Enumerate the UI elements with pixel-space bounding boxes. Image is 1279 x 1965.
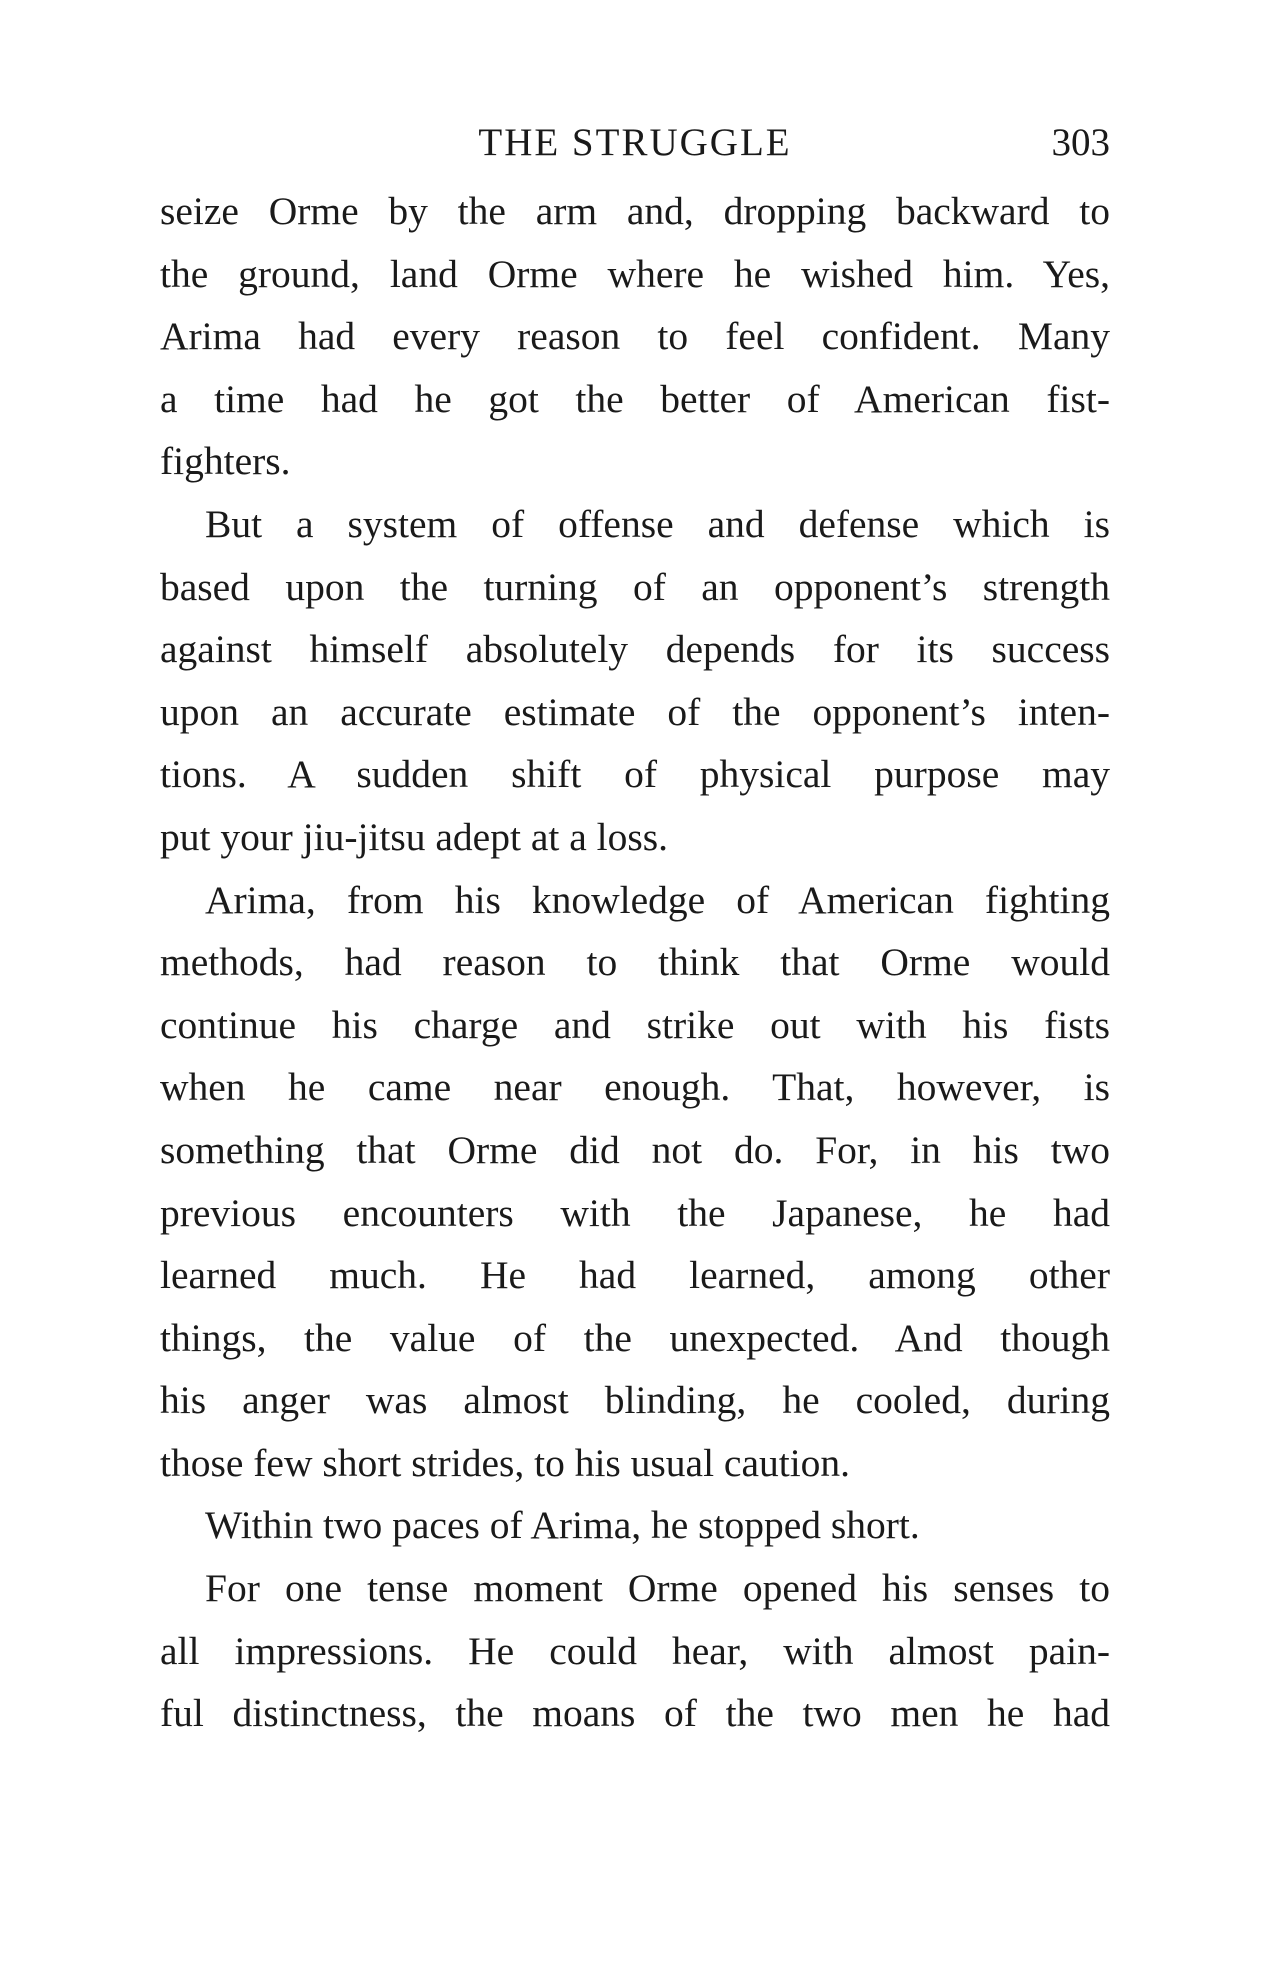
text-line: upon an accurate estimate of the opponent’s inten- (160, 689, 1110, 734)
page-number: 303 (1051, 121, 1110, 164)
text-line: those few short strides, to his usual caution. (160, 1440, 851, 1485)
text-line: against himself absolutely depends for its success (160, 627, 1110, 672)
text-line: the ground, land Orme where he wished him. Yes, (160, 251, 1110, 296)
text-line: all impressions. He could hear, with almost pain- (160, 1628, 1110, 1673)
text-line: tions. A sudden shift of physical purpose may (160, 752, 1110, 797)
text-line: his anger was almost blinding, he cooled, during (160, 1378, 1110, 1423)
text-line: But a system of offense and defense which is (205, 501, 1110, 546)
text-line: Arima had every reason to feel confident. Many (160, 314, 1110, 359)
text-line: For one tense moment Orme opened his senses to (205, 1566, 1110, 1611)
body-text (160, 180, 1110, 1745)
text-line: seize Orme by the arm and, dropping backward to (160, 189, 1110, 233)
text-line: Within two paces of Arima, he stopped short. (205, 1503, 920, 1548)
text-line: continue his charge and strike out with his fists (160, 1002, 1110, 1047)
running-head-title: THE STRUGGLE (478, 121, 792, 164)
text-line: put your jiu-jitsu adept at a loss. (160, 814, 668, 859)
text-line: things, the value of the unexpected. And though (160, 1315, 1110, 1360)
text-line: Arima, from his knowledge of American fighting (205, 877, 1110, 922)
text-line: based upon the turning of an opponent’s strength (160, 564, 1110, 609)
text-line: previous encounters with the Japanese, he had (160, 1190, 1110, 1235)
text-line: something that Orme did not do. For, in his two (160, 1127, 1110, 1172)
text-line: ful distinctness, the moans of the two men he had (160, 1691, 1110, 1736)
text-line: learned much. He had learned, among other (160, 1253, 1110, 1298)
text-line: methods, had reason to think that Orme would (160, 940, 1110, 985)
text-line: fighters. (160, 439, 291, 484)
running-head (160, 118, 1110, 168)
text-line: a time had he got the better of American fist- (160, 376, 1110, 421)
text-line: when he came near enough. That, however, is (160, 1065, 1110, 1110)
